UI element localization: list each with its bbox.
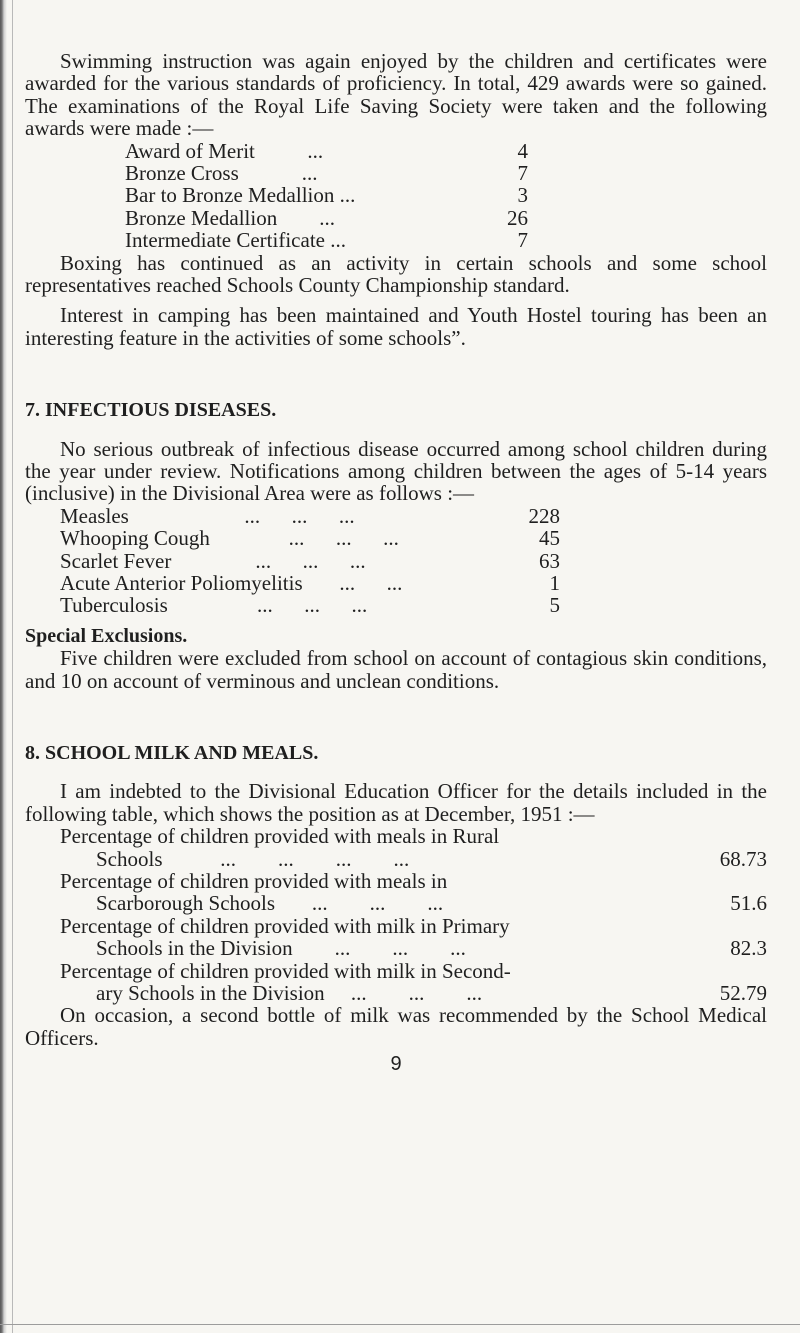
list-item [60,572,767,594]
award-count: 7 [517,228,528,253]
disease-count: 5 [549,593,560,618]
camping-paragraph: Interest in camping has been maintained and Youth Hostel touring has been an interesting feature in the activities of some schools”. [25,303,767,350]
award-label: Bar to Bronze Medallion ... [125,183,356,208]
row-description-line1: Percentage of children provided with meals in [60,869,448,894]
award-label: Award of Merit ... [125,138,324,163]
list-item [125,140,767,162]
award-count: 3 [517,183,528,208]
exclusions-paragraph: Five children were excluded from school on account of contagious skin conditions, and 10 on account of verminous and unclean conditions. [25,646,767,693]
boxing-paragraph: Boxing has continued as an activity in certain schools and some school representatives reached Schools County Championship standard. [25,250,767,297]
disease-label: Whooping Cough ... ... ... [60,526,399,551]
list-item [125,162,767,184]
award-label: Intermediate Certificate ... [125,228,346,253]
disease-count: 45 [539,526,560,551]
list-item [60,505,767,527]
award-count: 7 [517,161,528,186]
page-margin-line [12,0,13,1333]
section-heading-infectious-diseases: 7. INFECTIOUS DISEASES. [25,399,277,422]
disease-count: 63 [539,548,560,573]
table-row [60,915,767,960]
infectious-paragraph: No serious outbreak of infectious disease occurred among school children during the year under review. Notifications among children between the ages of 5-14 years (inclusive) in the Divisional Area were as follows :— [25,436,767,506]
disease-label: Scarlet Fever ... ... ... [60,548,366,573]
awards-list [125,140,767,252]
row-percentage: 68.73 [719,846,767,871]
milk-meals-table [60,825,767,1004]
row-percentage: 51.6 [730,891,767,916]
award-label: Bronze Cross ... [125,161,318,186]
page-number: 9 [390,1053,402,1076]
row-percentage: 82.3 [730,936,767,961]
table-row [60,960,767,1005]
document-page [25,50,767,1076]
page-bottom-line [0,1324,800,1325]
table-row [60,825,767,870]
row-description-line2: Scarborough Schools ... ... ... [96,891,444,916]
list-item [125,184,767,206]
section-heading-school-milk: 8. SCHOOL MILK AND MEALS. [25,742,319,764]
special-exclusions-heading: Special Exclusions. [25,624,188,647]
milk-intro-paragraph: I am indebted to the Divisional Education Officer for the details included in the following table, which shows the position as at December, 1951 :— [25,779,767,826]
row-description-line1: Percentage of children provided with milk in Second- [60,958,511,983]
row-description-line2: ary Schools in the Division ... ... ... [96,981,483,1006]
row-description-line2: Schools in the Division ... ... ... [96,936,466,961]
list-item [125,207,767,229]
list-item [60,550,767,572]
row-description-line2: Schools ... ... ... ... [96,846,410,871]
disease-label: Tuberculosis ... ... ... [60,593,368,618]
table-row [60,870,767,915]
swimming-paragraph: Swimming instruction was again enjoyed by the children and certificates were awarded for the various standards of proficiency. In total, 429 awards were so gained. The examinations of the Royal Life Saving Society were taken and the following awards were made :— [25,49,767,141]
disease-label: Acute Anterior Poliomyelitis ... ... [60,571,403,595]
award-label: Bronze Medallion ... [125,205,335,230]
disease-count: 1 [549,571,560,595]
diseases-list [60,505,767,617]
page-binding-edge [0,0,7,1333]
row-description-line1: Percentage of children provided with meals in Rural [60,824,500,849]
award-count: 4 [517,138,528,163]
row-description-line1: Percentage of children provided with milk in Primary [60,913,510,938]
list-item [125,229,767,251]
award-count: 26 [507,205,528,230]
row-percentage: 52.79 [719,981,767,1006]
list-item [60,527,767,549]
list-item [60,594,767,616]
disease-count: 228 [528,503,560,528]
second-bottle-paragraph: On occasion, a second bottle of milk was recommended by the School Medical Officers. [25,1003,767,1050]
disease-label: Measles ... ... ... [60,503,355,528]
